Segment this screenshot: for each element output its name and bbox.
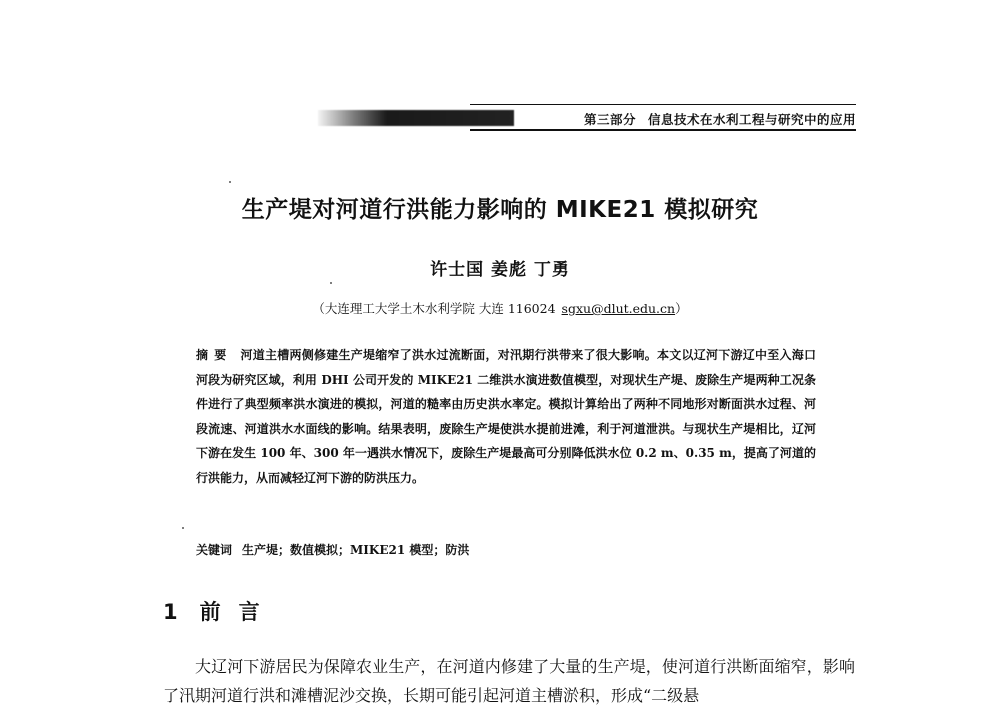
intro-paragraph: 大辽河下游居民为保障农业生产，在河道内修建了大量的生产堤，使河道行洪断面缩窄，影响了汛期河道行洪和滩槽泥沙交换，长期可能引起河道主槽淤积，形成“二级悬 [163,657,855,705]
header-section-title: 信息技术在水利工程与研究中的应用 [647,112,856,127]
affiliation-close: ） [675,301,688,316]
keywords-text: 生产堤；数值模拟；MIKE21 模型；防洪 [242,543,470,557]
abstract-text: 河道主槽两侧修建生产堤缩窄了洪水过流断面，对汛期行洪带来了很大影响。本文以辽河下游辽中至入海口河段为研究区域，利用 DHI 公司开发的 MIKE21 二维洪水演进数值模型，对现状生产堤、废除生产堤两种工况条件进行了典型频率洪水演进的模拟，河道的糙率由历史洪水率定。模拟计算给出了两种不同地形对断面洪水过程、河段流速、河道洪水水面线的影响。结果表明，废除生产堤使洪水提前进滩，利于河道泄洪。与现状生产堤相比，辽河下游在发生 100 年、300 年一遇洪水情况下，废除生产堤最高可分别降低洪水位 0.2 m、0.35 m，提高了河道的行洪能力，从而减轻辽河下游的防洪压力。 [196,348,816,485]
scan-speck [182,527,184,529]
header-rule-top [470,104,856,105]
section-heading [163,596,278,626]
keywords-label: 关键词 [196,543,233,557]
header-scan-smudge [318,110,514,126]
header-rule-bottom [470,129,856,131]
section-number: 1 [163,600,178,624]
running-header [532,110,856,128]
header-part: 第三部分 [583,112,636,127]
paper-title: 生产堤对河道行洪能力影响的 MIKE21 模拟研究 [241,197,759,223]
section-title: 前言 [199,600,278,624]
affiliation-text: （大连理工大学土木水利学院 大连 116024 [312,301,556,316]
scan-speck [229,181,231,183]
scan-speck [330,282,332,284]
keywords [196,541,816,558]
paper-authors: 许士国 姜彪 丁勇 [430,260,570,280]
abstract [196,343,816,491]
abstract-label: 摘要 [196,348,233,362]
author-email: sgxu@dlut.edu.cn [561,301,676,316]
paper-affiliation [0,299,1000,317]
